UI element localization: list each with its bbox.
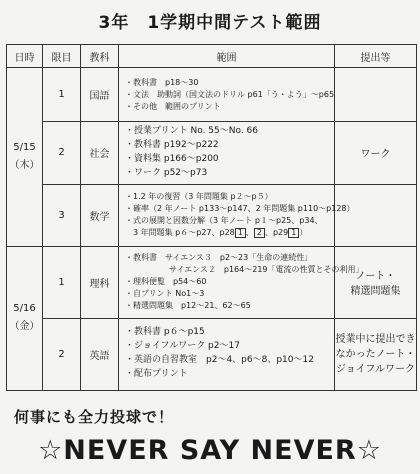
slogan-bottom: ☆NEVER SAY NEVER☆ — [38, 435, 382, 466]
submit-line: 精選問題集 — [350, 286, 401, 298]
range-cell — [119, 246, 364, 318]
table-row — [7, 318, 417, 390]
slogan-top: 何事にも全力投球で！ — [14, 408, 175, 426]
range-text: ） — [299, 228, 308, 238]
period-cell: 1 — [43, 246, 81, 318]
subject-cell: 英語 — [81, 318, 119, 390]
weekday-label: （金） — [9, 321, 40, 333]
period-cell: 2 — [43, 122, 81, 185]
range-line: ・教科書 サイエンス３ p2～23「生命の連続性」 — [125, 253, 313, 263]
boxed-number: 1 — [235, 228, 246, 238]
range-cell — [119, 318, 335, 390]
submit-cell: ワーク — [335, 122, 417, 185]
submit-cell — [335, 318, 417, 390]
range-line: ・精選問題集 p12～21、62～65 — [125, 301, 251, 311]
range-line: ・授業プリント No. 55～No. 66 — [125, 126, 259, 136]
subject-cell: 理科 — [81, 246, 119, 318]
range-line: ・式の展開と因数分解（3 年ノート p１～p25、p34、 — [125, 216, 323, 226]
submit-line: 授業中に提出でき — [335, 333, 416, 345]
period-cell: 1 — [43, 68, 81, 122]
range-line: ・確率（2 年ノート p133～p147、2 年問題集 p110～p128） — [125, 204, 355, 214]
table-row — [7, 122, 417, 185]
submit-cell — [335, 246, 417, 318]
submit-line: なかったノート・ — [335, 348, 416, 360]
period-cell: 2 — [43, 318, 81, 390]
date-label: 5/16 — [13, 303, 36, 315]
subject-cell: 国語 — [81, 68, 119, 122]
header-submit: 提出等 — [335, 45, 417, 68]
range-line: ・教科書 p６～p15 — [125, 327, 205, 338]
range-text: 3 年問題集 p６～p27、p28 — [133, 228, 235, 238]
header-period: 限目 — [43, 45, 81, 68]
period-cell: 3 — [43, 184, 81, 246]
date-cell-day2 — [7, 246, 43, 390]
subject-cell: 社会 — [81, 122, 119, 185]
range-line: ・理科便覧 p54～60 — [125, 277, 207, 287]
range-line: ・ワーク p52～p73 — [125, 167, 208, 178]
range-line: ・その他 範囲のプリント — [125, 101, 221, 111]
range-text: 、 — [245, 228, 254, 238]
table-row — [7, 184, 417, 246]
header-date: 日時 — [7, 45, 43, 68]
range-line — [125, 227, 330, 239]
header-row — [7, 45, 417, 68]
table-row — [7, 68, 417, 122]
range-line: サイエンス２ p164～219「電流の性質とその利用」 — [169, 265, 364, 275]
range-line: ・文法 助動詞（国文法のドリル p61「う・よう」～p65 — [125, 89, 335, 99]
submit-line: ノート・ — [355, 271, 396, 283]
boxed-number: 1 — [288, 228, 299, 238]
header-range: 範囲 — [119, 45, 335, 68]
range-line: ・1.2 年の復習（3 年問題集 p２～p５） — [125, 192, 273, 202]
range-line: ・ジョイフルワーク p2～17 — [125, 341, 240, 352]
page-title: 3年 1学期中間テスト範囲 — [98, 13, 322, 33]
range-line: ・教科書 p192～p222 — [125, 139, 219, 150]
table-row — [7, 246, 417, 318]
range-line: ・英語の自習教室 p2～4、p6～8、p10～12 — [125, 355, 314, 366]
range-line: ・教科書 p18～30 — [125, 77, 199, 87]
range-text: 、p29 — [264, 228, 289, 238]
test-range-table — [6, 44, 417, 391]
submit-cell — [335, 184, 417, 246]
range-line: ・自プリント No1～3 — [125, 289, 205, 299]
range-cell — [119, 68, 335, 122]
range-line: ・配布プリント — [125, 369, 188, 380]
weekday-label: （木） — [9, 159, 40, 171]
range-cell — [119, 122, 335, 185]
subject-cell: 数学 — [81, 184, 119, 246]
range-line: ・資料集 p166～p200 — [125, 153, 219, 164]
header-subject: 教科 — [81, 45, 119, 68]
boxed-number: 2 — [254, 228, 265, 238]
range-cell — [119, 184, 355, 246]
submit-cell — [335, 68, 417, 122]
date-cell-day1 — [7, 68, 43, 247]
date-label: 5/15 — [13, 141, 36, 153]
submit-line: ジョイフルワーク — [335, 363, 416, 375]
